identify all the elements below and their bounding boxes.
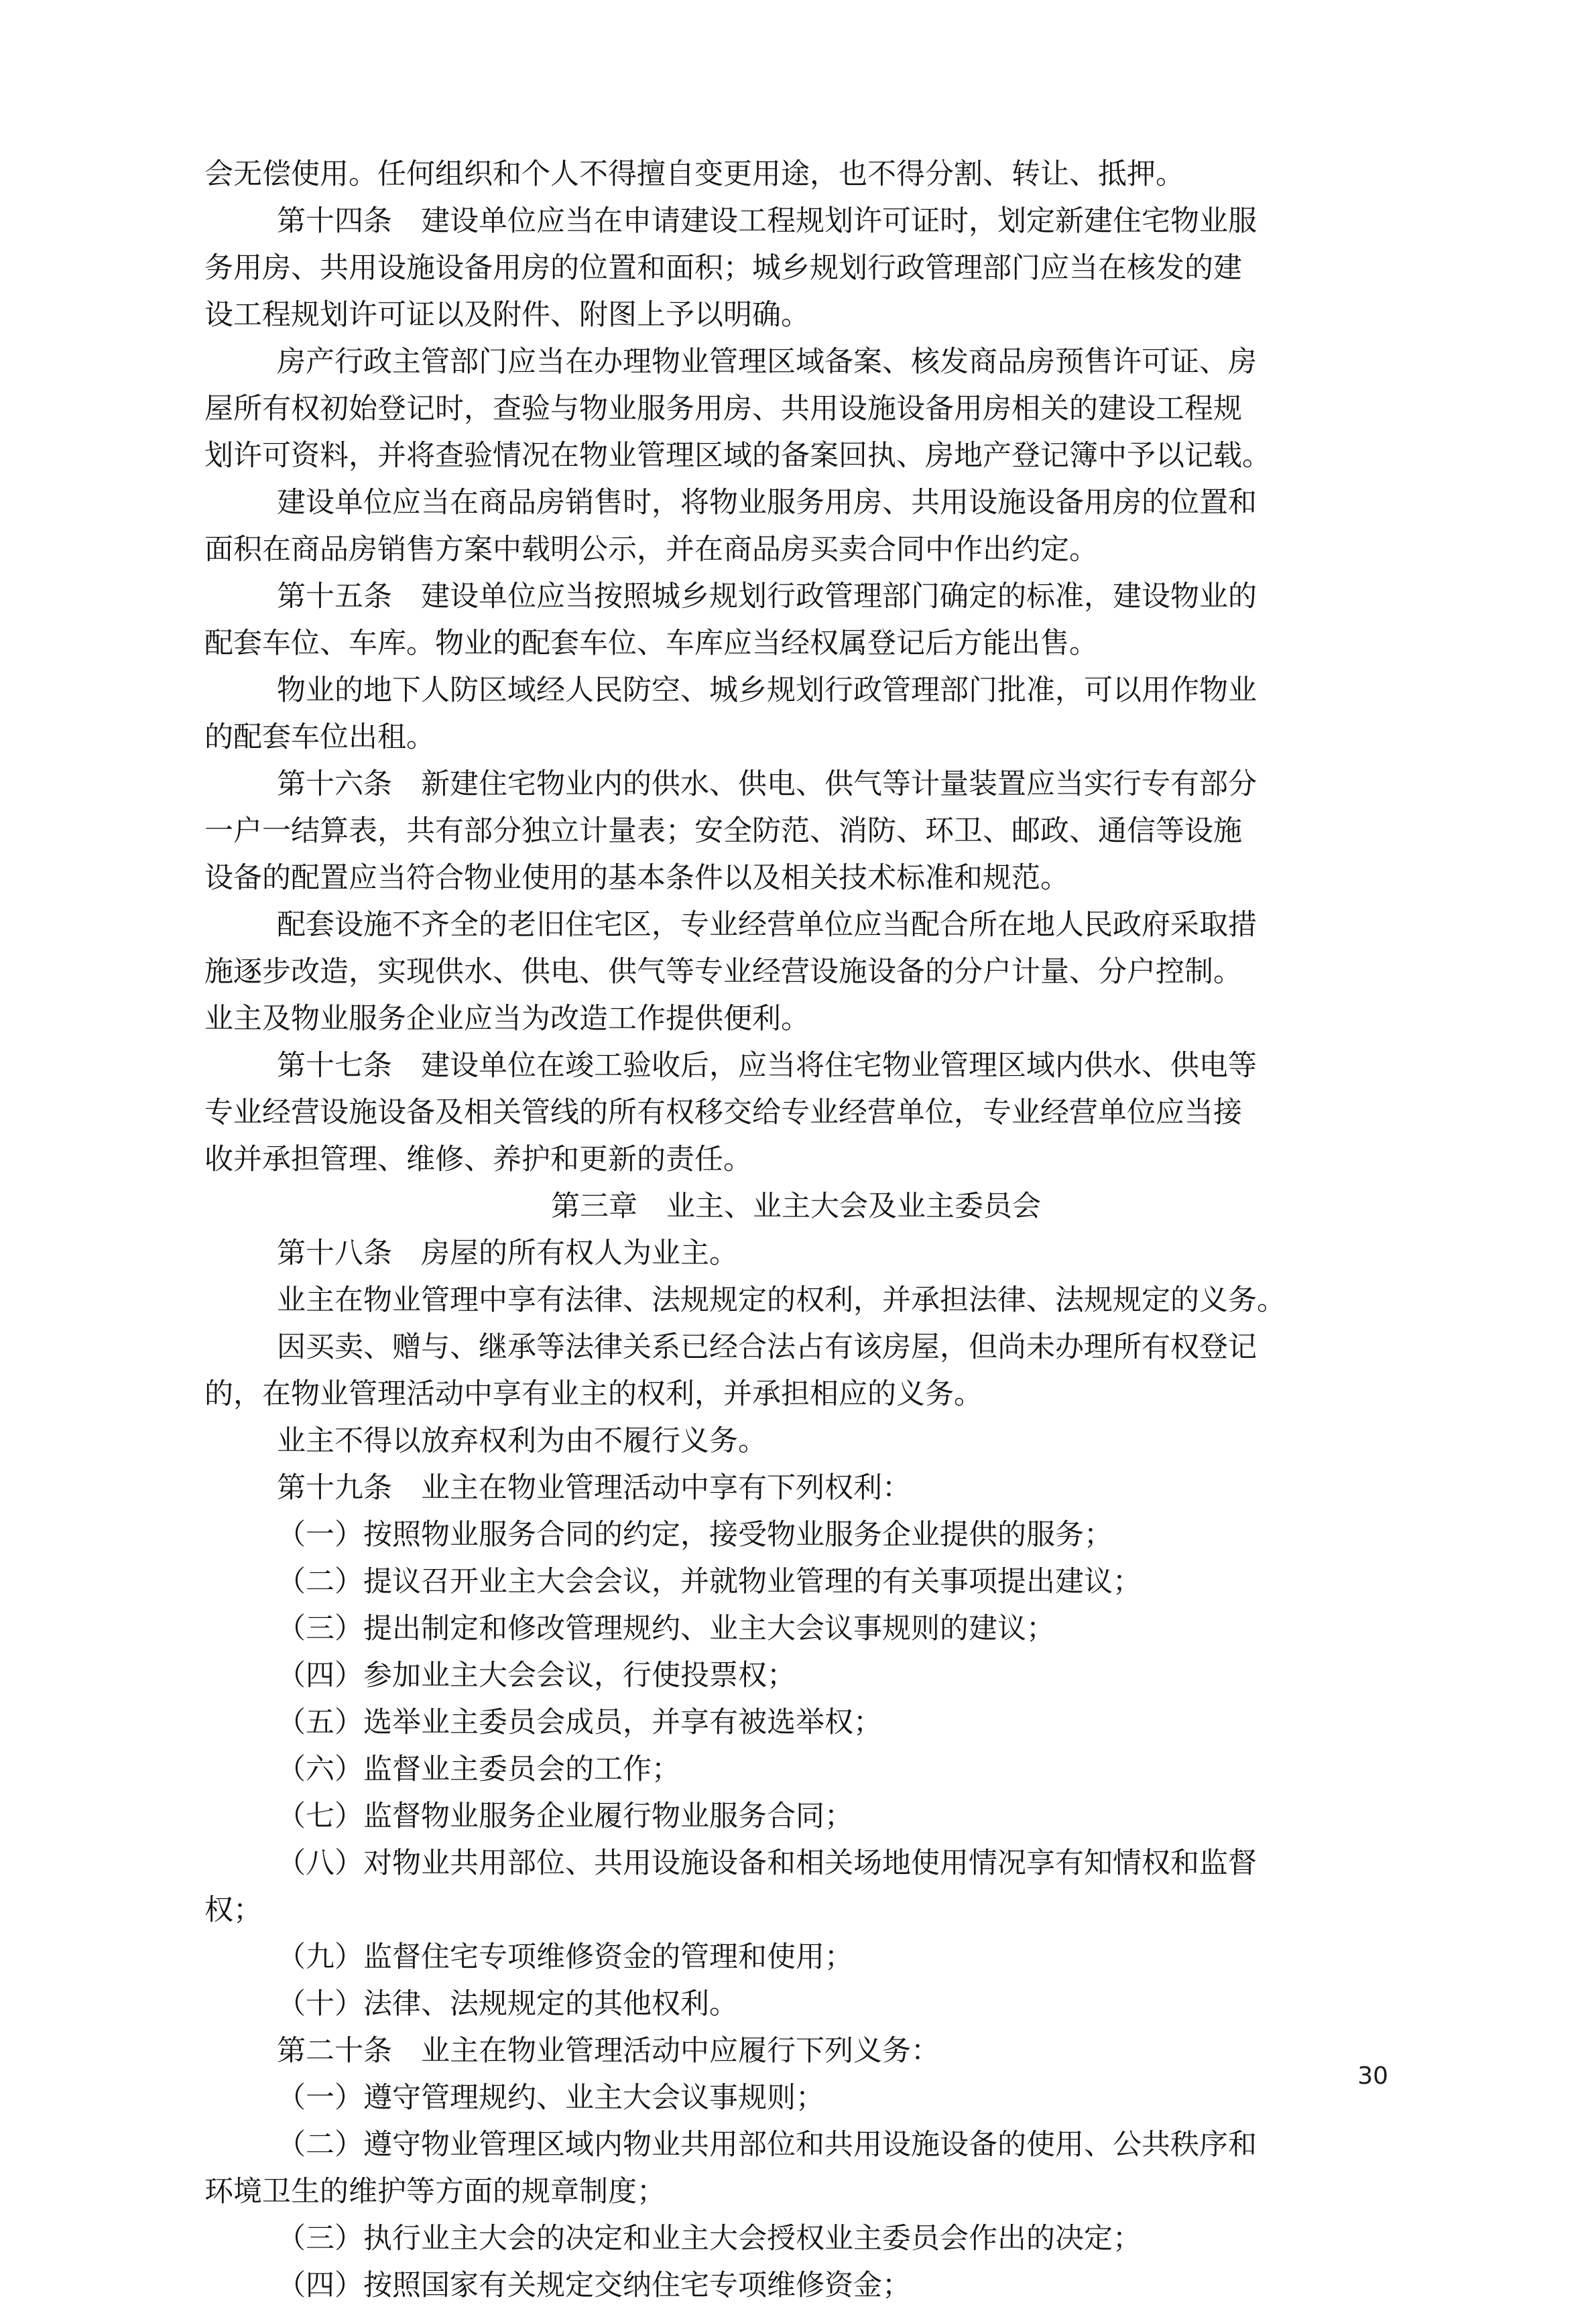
document-body [204,151,1388,2309]
text-line: 屋所有权初始登记时，查验与物业服务用房、共用设施设备用房相关的建设工程规 [204,392,1242,426]
text-line: 设备的配置应当符合物业使用的基本条件以及相关技术标准和规范。 [204,861,1069,895]
text-line: 第十八条 房屋的所有权人为业主。 [277,1237,738,1270]
text-line: 会无偿使用。任何组织和个人不得擅自变更用途，也不得分割、转让、抵押。 [204,158,1184,191]
text-line: 划许可资料，并将查验情况在物业管理区域的备案回执、房地产登记簿中予以记载。 [204,439,1271,473]
text-line: 环境卫生的维护等方面的规章制度； [204,2175,666,2208]
text-line: 建设单位应当在商品房销售时，将物业服务用房、共用设施设备用房的位置和 [277,486,1257,519]
text-line: （四）按照国家有关规定交纳住宅专项维修资金； [277,2269,911,2302]
text-line: 第十六条 新建住宅物业内的供水、供电、供气等计量装置应当实行专有部分 [277,767,1257,801]
text-line: （八）对物业共用部位、共用设施设备和相关场地使用情况享有知情权和监督 [277,1847,1257,1880]
text-line: （四）参加业主大会会议，行使投票权； [277,1659,796,1692]
text-line: （一）遵守管理规约、业主大会议事规则； [277,2081,824,2115]
text-line: （七）监督物业服务企业履行物业服务合同； [277,1800,853,1833]
text-line: 第二十条 业主在物业管理活动中应履行下列义务： [277,2034,940,2068]
chapter-heading: 第三章 业主、业主大会及业主委员会 [551,1190,1041,1223]
text-line: （三）执行业主大会的决定和业主大会授权业主委员会作出的决定； [277,2222,1142,2255]
text-line: （三）提出制定和修改管理规约、业主大会议事规则的建议； [277,1612,1055,1645]
text-line: 第十四条 建设单位应当在申请建设工程规划许可证时，划定新建住宅物业服 [277,204,1257,238]
text-line: 第十九条 业主在物业管理活动中享有下列权利： [277,1471,911,1505]
text-line: 业主不得以放弃权利为由不履行义务。 [277,1424,767,1458]
text-line: 的配套车位出租。 [204,721,435,754]
text-line: （一）按照物业服务合同的约定，接受物业服务企业提供的服务； [277,1518,1113,1552]
text-line: 施逐步改造，实现供水、供电、供气等专业经营设施设备的分户计量、分户控制。 [204,955,1242,989]
text-line: （二）提议召开业主大会会议，并就物业管理的有关事项提出建议； [277,1565,1142,1599]
text-line: 物业的地下人防区域经人民防空、城乡规划行政管理部门批准，可以用作物业 [277,674,1257,707]
text-line: 配套车位、车库。物业的配套车位、车库应当经权属登记后方能出售。 [204,627,1098,660]
text-line: 房产行政主管部门应当在办理物业管理区域备案、核发商品房预售许可证、房 [277,345,1257,379]
text-line: （六）监督业主委员会的工作； [277,1753,680,1786]
text-line: 业主在物业管理中享有法律、法规规定的权利，并承担法律、法规规定的义务。 [277,1284,1286,1317]
text-line: （五）选举业主委员会成员，并享有被选举权； [277,1706,882,1739]
text-line: （九）监督住宅专项维修资金的管理和使用； [277,1940,853,1974]
text-line: 专业经营设施设备及相关管线的所有权移交给专业经营单位，专业经营单位应当接 [204,1096,1242,1129]
text-line: 务用房、共用设施设备用房的位置和面积；城乡规划行政管理部门应当在核发的建 [204,251,1242,285]
page-number: 30 [1357,2062,1388,2090]
text-line: 设工程规划许可证以及附件、附图上予以明确。 [204,298,810,332]
text-line: 业主及物业服务企业应当为改造工作提供便利。 [204,1002,810,1036]
text-line: 权； [204,1893,262,1927]
text-line: （十）法律、法规规定的其他权利。 [277,1987,738,2021]
text-line: 一户一结算表，共有部分独立计量表；安全防范、消防、环卫、邮政、通信等设施 [204,814,1242,848]
text-line: （二）遵守物业管理区域内物业共用部位和共用设施设备的使用、公共秩序和 [277,2128,1257,2162]
text-line: 面积在商品房销售方案中载明公示，并在商品房买卖合同中作出约定。 [204,533,1098,566]
text-line: 的，在物业管理活动中享有业主的权利，并承担相应的义务。 [204,1377,983,1411]
text-line: 第十七条 建设单位在竣工验收后，应当将住宅物业管理区域内供水、供电等 [277,1049,1257,1082]
text-line: 第十五条 建设单位应当按照城乡规划行政管理部门确定的标准，建设物业的 [277,580,1257,613]
text-line: 收并承担管理、维修、养护和更新的责任。 [204,1143,752,1176]
text-line: 配套设施不齐全的老旧住宅区，专业经营单位应当配合所在地人民政府采取措 [277,908,1257,942]
text-line: 因买卖、赠与、继承等法律关系已经合法占有该房屋，但尚未办理所有权登记 [277,1330,1257,1364]
